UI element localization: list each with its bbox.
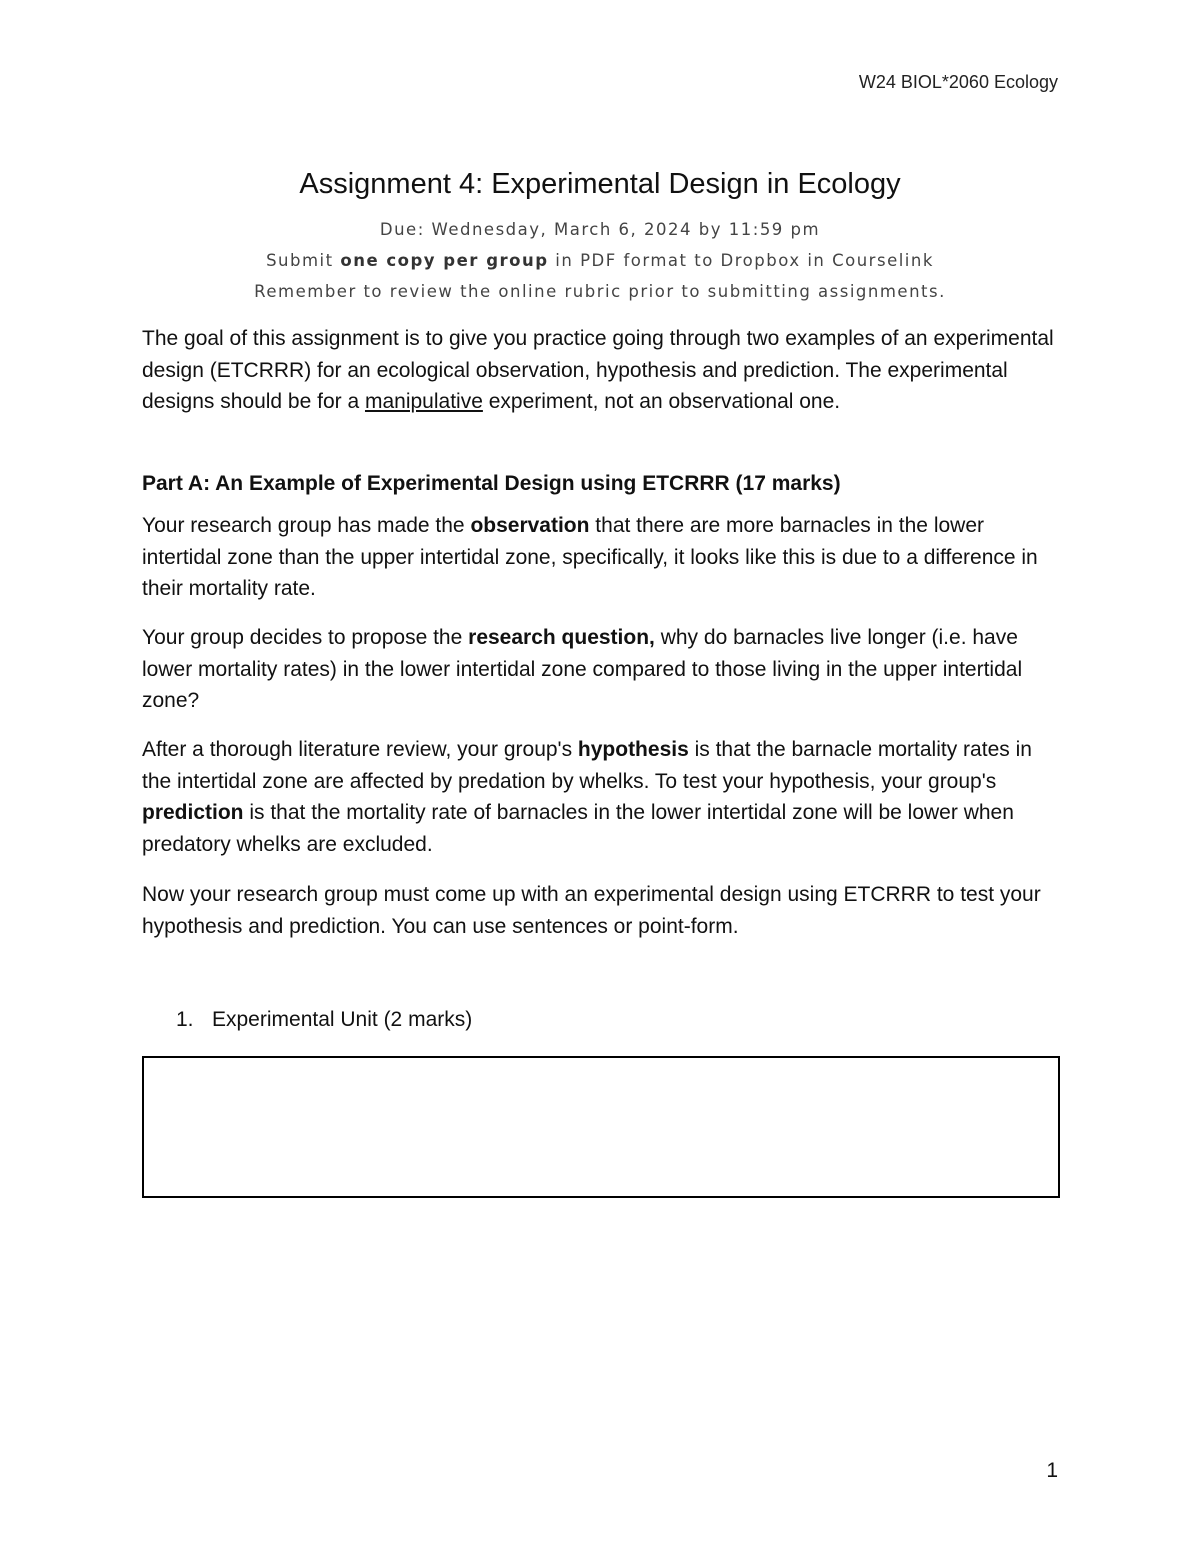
question-after: why do barnacles live longer (i.e. have lower mortality rates) in the lower intertidal zone compared to those living in the upper intertidal zone? — [142, 626, 1023, 712]
intro-paragraph — [142, 323, 1062, 418]
intro-before: The goal of this assignment is to give you practice going through two examples of an experimental design (ETCRRR) for an ecological observation, hypothesis and prediction. The experimental designs should be for a — [142, 327, 1054, 413]
assignment-title: Assignment 4: Experimental Design in Ecology — [299, 168, 901, 200]
observation-paragraph — [142, 510, 1062, 605]
observation-bold: observation — [470, 514, 590, 537]
question-item — [176, 1004, 472, 1036]
page-number: 1 — [1046, 1459, 1058, 1482]
submission-instructions — [0, 251, 1200, 270]
hypothesis-bold: hypothesis — [577, 738, 689, 761]
question-label: Experimental Unit (2 marks) — [212, 1008, 473, 1031]
hypothesis-paragraph — [142, 734, 1062, 860]
prediction-bold: prediction — [142, 801, 244, 824]
observation-after: that there are more barnacles in the lower intertidal zone than the upper intertidal zone, specifically, it looks like this is due to a difference in their mortality rate. — [142, 514, 1038, 600]
instructions-paragraph: Now your research group must come up with an experimental design using ETCRRR to test your hypothesis and prediction. You can use sentences or point-form. — [142, 883, 1041, 938]
submit-prefix: Submit — [266, 251, 341, 270]
intro-after: experiment, not an observational one. — [482, 390, 841, 413]
hypothesis-middle: is that the barnacle mortality rates in the intertidal zone are affected by predation by whelks. To test your hypothesis, your group's — [142, 738, 1032, 793]
submit-emphasis: one copy per group — [340, 251, 549, 270]
question-bold: research question, — [468, 626, 655, 649]
intro-underlined: manipulative — [364, 390, 483, 413]
running-header: W24 BIOL*2060 Ecology — [858, 72, 1058, 92]
question-number: 1. — [176, 1008, 194, 1031]
observation-before: Your research group has made the — [142, 514, 471, 537]
research-question-paragraph — [142, 622, 1062, 717]
rubric-reminder: Remember to review the online rubric prior to submitting assignments. — [254, 282, 946, 301]
submit-suffix: in PDF format to Dropbox in Courselink — [548, 251, 934, 270]
hypothesis-after: is that the mortality rate of barnacles in the lower intertidal zone will be lower when predatory whelks are excluded. — [142, 801, 1014, 856]
due-date: Due: Wednesday, March 6, 2024 by 11:59 pm — [379, 220, 821, 239]
answer-box[interactable] — [142, 1056, 1060, 1198]
hypothesis-before: After a thorough literature review, your group's — [142, 738, 578, 761]
question-before: Your group decides to propose the — [142, 626, 469, 649]
part-a-heading: Part A: An Example of Experimental Design using ETCRRR (17 marks) — [142, 472, 841, 495]
